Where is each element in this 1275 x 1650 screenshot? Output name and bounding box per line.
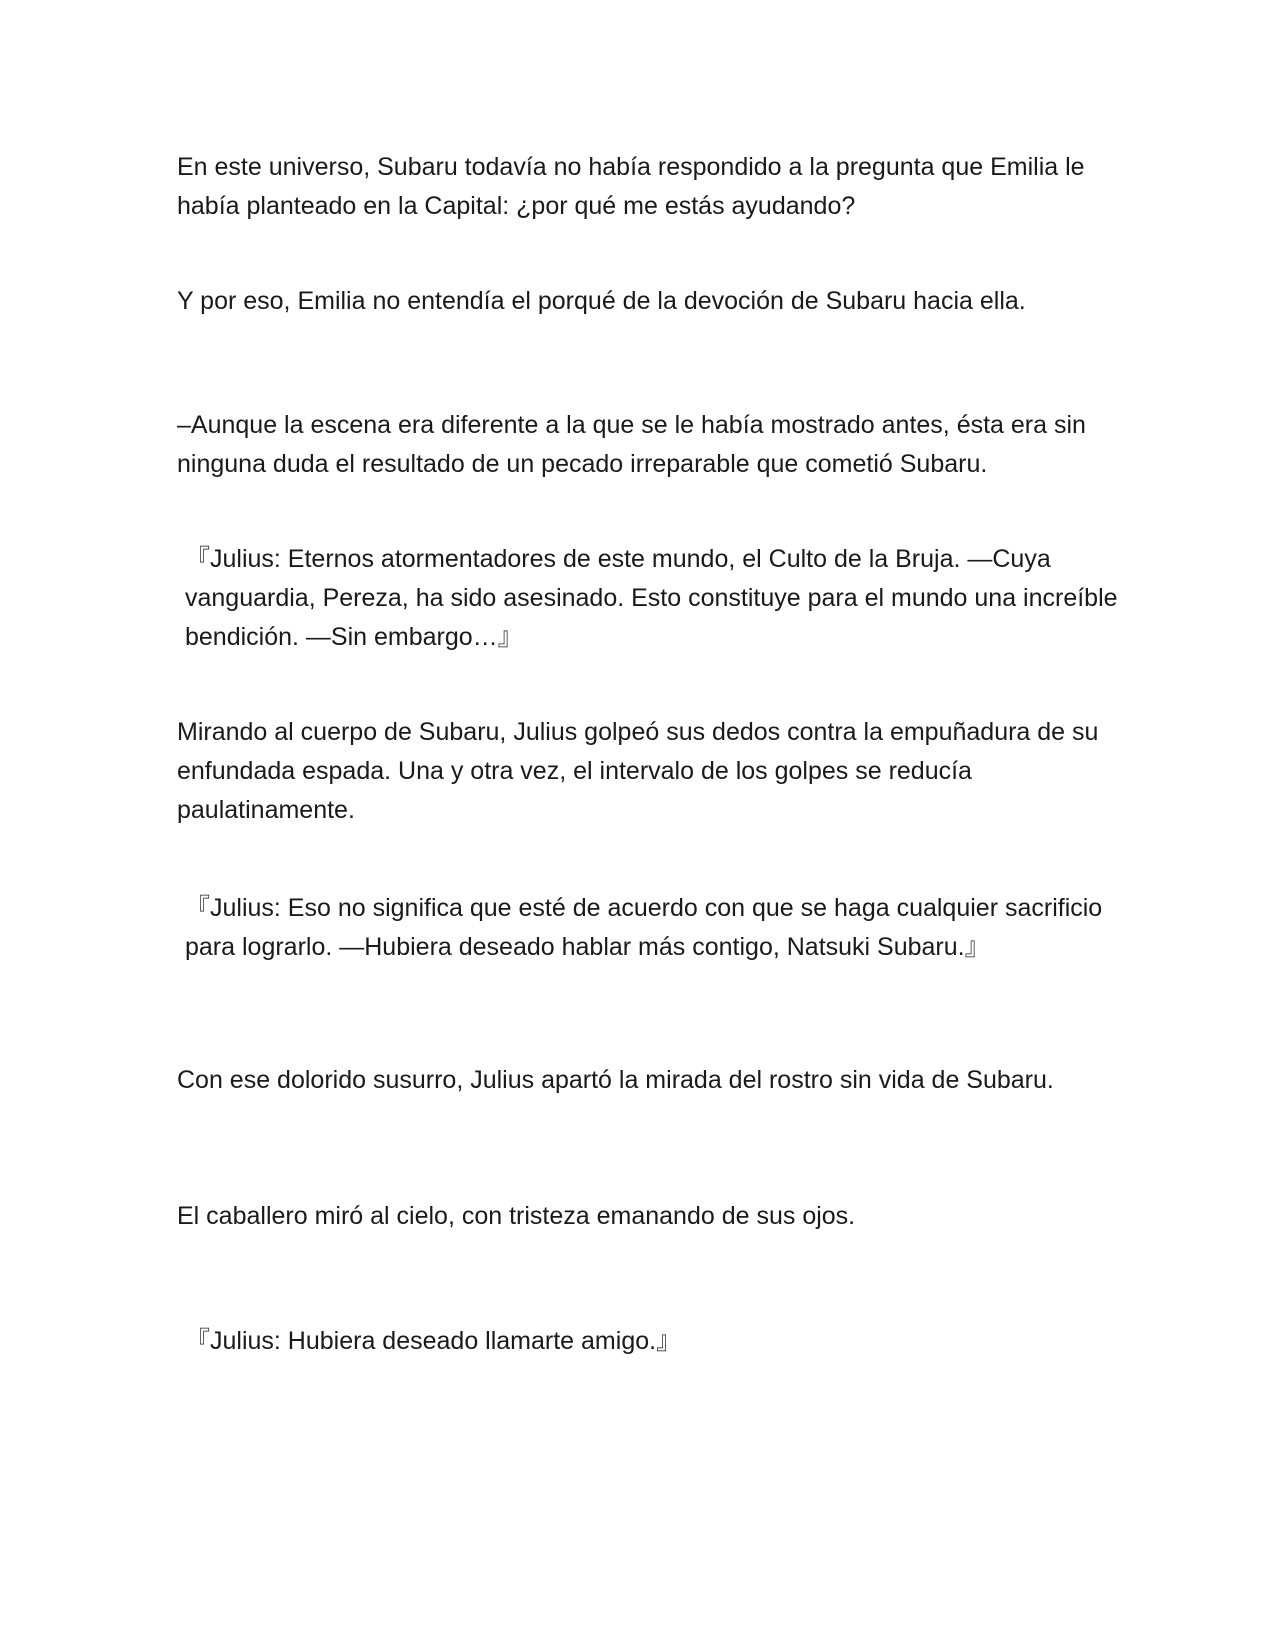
paragraph-3: –Aunque la escena era diferente a la que se le había mostrado antes, ésta era sin ninguna duda el resultado de un pecado irreparable que cometió Subaru. (177, 411, 1086, 478)
dialogue-3: 『Julius: Hubiera deseado llamarte amigo.』 (185, 1327, 682, 1355)
dialogue-1: 『Julius: Eternos atormentadores de este mundo, el Culto de la Bruja. —Cuya vanguardia, Pereza, ha sido asesinado. Esto constituye para el mundo una increíble bendición. —Sin embargo…』 (185, 545, 1118, 651)
paragraph-4: Mirando al cuerpo de Subaru, Julius golpeó sus dedos contra la empuñadura de su enfundada espada. Una y otra vez, el intervalo de los golpes se reducía paulatinamente. (177, 718, 1099, 824)
paragraph-5: Con ese dolorido susurro, Julius apartó la mirada del rostro sin vida de Subaru. (177, 1066, 1054, 1094)
paragraph-6: El caballero miró al cielo, con tristeza emanando de sus ojos. (177, 1202, 856, 1230)
dialogue-2: 『Julius: Eso no significa que esté de acuerdo con que se haga cualquier sacrificio para lograrlo. —Hubiera deseado hablar más contigo, Natsuki Subaru.』 (185, 894, 1103, 961)
paragraph-1: En este universo, Subaru todavía no había respondido a la pregunta que Emilia le había planteado en la Capital: ¿por qué me estás ayudando? (177, 153, 1085, 220)
paragraph-2: Y por eso, Emilia no entendía el porqué de la devoción de Subaru hacia ella. (177, 287, 1026, 315)
